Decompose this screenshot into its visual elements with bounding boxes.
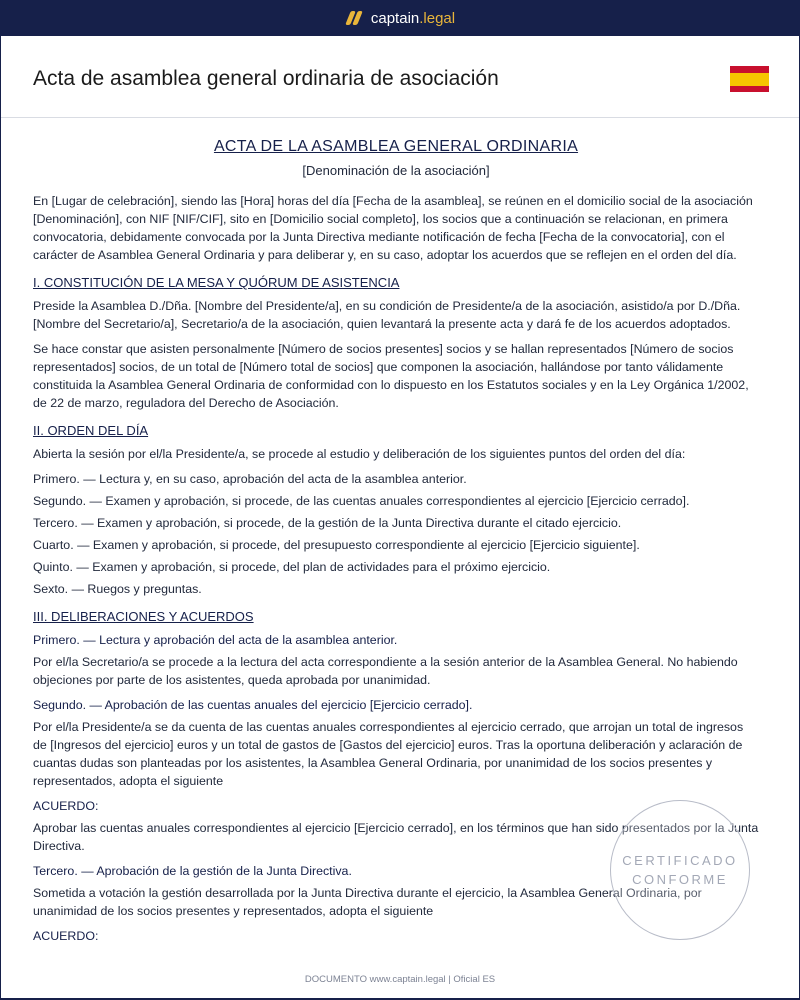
top-bar (0, 0, 800, 36)
agenda-item: Quinto. — Examen y aprobación, si procede, del plan de actividades para el próximo ejercicio. (33, 560, 551, 574)
footer-text: DOCUMENTO www.captain.legal | Oficial ES (304, 974, 496, 985)
section-heading-constitucion: I. CONSTITUCIÓN DE LA MESA Y QUÓRUM DE ASISTENCIA (33, 275, 400, 290)
deliberation-title-2: Segundo. — Aprobación de las cuentas anuales del ejercicio [Ejercicio cerrado]. (33, 698, 473, 712)
brand-name: captain.legal (370, 9, 456, 27)
stamp-line-2: CONFORME (632, 872, 728, 887)
deliberation-text-1: Por el/la Secretario/a se procede a la lectura del acta correspondiente a la sesión anterior de la Asamblea General. No habiendo objeciones por parte de los asistentes, queda aprobada por unanimidad. (33, 655, 738, 687)
deliberation-text-2: Por el/la Presidente/a se da cuenta de las cuentas anuales correspondientes al ejercicio cerrado, que arrojan un total de ingresos de [Ingresos del ejercicio] euros y un total de gastos de [Gastos del ejercicio] euros. Tras la oportuna deliberación y aclaración de cuantas dudas son planteadas por los asistentes, la Asamblea General Ordinaria, por unanimidad de los socios presentes y representados, adopta el siguiente (33, 720, 744, 788)
agenda-item: Primero. — Lectura y, en su caso, aprobación del acta de la asamblea anterior. (33, 472, 467, 486)
deliberation-text-3: Sometida a votación la gestión desarrollada por la Junta Directiva durante el ejercicio, la Asamblea General Ordinaria, por unanimidad de los socios presentes y representados, adopta el siguiente (33, 886, 702, 918)
document-header (33, 66, 769, 92)
document-title: ACTA DE LA ASAMBLEA GENERAL ORDINARIA (213, 138, 579, 155)
deliberation-title-3: Tercero. — Aprobación de la gestión de la Junta Directiva. (33, 864, 352, 878)
spain-flag-icon (730, 66, 769, 92)
agenda-item: Tercero. — Examen y aprobación, si procede, de la gestión de la Junta Directiva durante el citado ejercicio. (33, 516, 622, 530)
section1-paragraph-2: Se hace constar que asisten personalmente [Número de socios presentes] socios y se hallan representados [Número de socios representados] socios, de un total de [Número total de socios] que componen la asociación, hallándose por tanto válidamente constituida la Asamblea General Ordinaria de conformidad con lo dispuesto en los Estatutos sociales y en la Ley Orgánica 1/2002, de 22 de marzo, reguladora del Derecho de Asociación. (33, 342, 749, 410)
slash-logo-icon (345, 10, 363, 26)
agenda-item: Cuarto. — Examen y aprobación, si procede, del presupuesto correspondiente al ejercicio [Ejercicio siguiente]. (33, 538, 640, 552)
agenda-item: Segundo. — Examen y aprobación, si procede, de las cuentas anuales correspondientes al ejercicio [Ejercicio cerrado]. (33, 494, 690, 508)
intro-paragraph: En [Lugar de celebración], siendo las [Hora] horas del día [Fecha de la asamblea], se reúnen en el domicilio social de la asociación [Denominación], con NIF [NIF/CIF], sito en [Domicilio social completo], los socios que a continuación se relacionan, en primera convocatoria, debidamente convocada por la Junta Directiva mediante notificación de fecha [Fecha de la convocatoria], con el carácter de Asamblea General Ordinaria y para deliberar y, en su caso, adoptar los acuerdos que se reflejen en el orden del día. (33, 194, 753, 262)
brand[interactable] (345, 10, 455, 27)
stamp-line-1: CERTIFICADO (622, 853, 738, 868)
section-heading-orden-del-dia: II. ORDEN DEL DÍA (33, 423, 149, 438)
agenda-item: Sexto. — Ruegos y preguntas. (33, 582, 202, 596)
deliberation-title-1: Primero. — Lectura y aprobación del acta de la asamblea anterior. (33, 633, 398, 647)
section2-intro: Abierta la sesión por el/la Presidente/a, se procede al estudio y deliberación de los siguientes puntos del orden del día: (33, 447, 686, 461)
certified-stamp (610, 800, 750, 940)
document-subtitle: [Denominación de la asociación] (302, 163, 490, 178)
agreement-label-2: ACUERDO: (33, 799, 99, 813)
section1-paragraph-1: Preside la Asamblea D./Dña. [Nombre del Presidente/a], en su condición de Presidente/a de la asociación, asistido/a por D./Dña. [Nombre del Secretario/a], Secretario/a de la asociación, quien levantará la presente acta y dará fe de los acuerdos adoptados. (33, 299, 741, 331)
agreement-text-2: Aprobar las cuentas anuales correspondientes al ejercicio [Ejercicio cerrado], en los términos que han sido presentados por la Junta Directiva. (33, 821, 759, 853)
agreement-label-3: ACUERDO: (33, 929, 99, 943)
page-title: Acta de asamblea general ordinaria de asociación (33, 67, 499, 90)
section-heading-deliberaciones: III. DELIBERACIONES Y ACUERDOS (33, 609, 254, 624)
